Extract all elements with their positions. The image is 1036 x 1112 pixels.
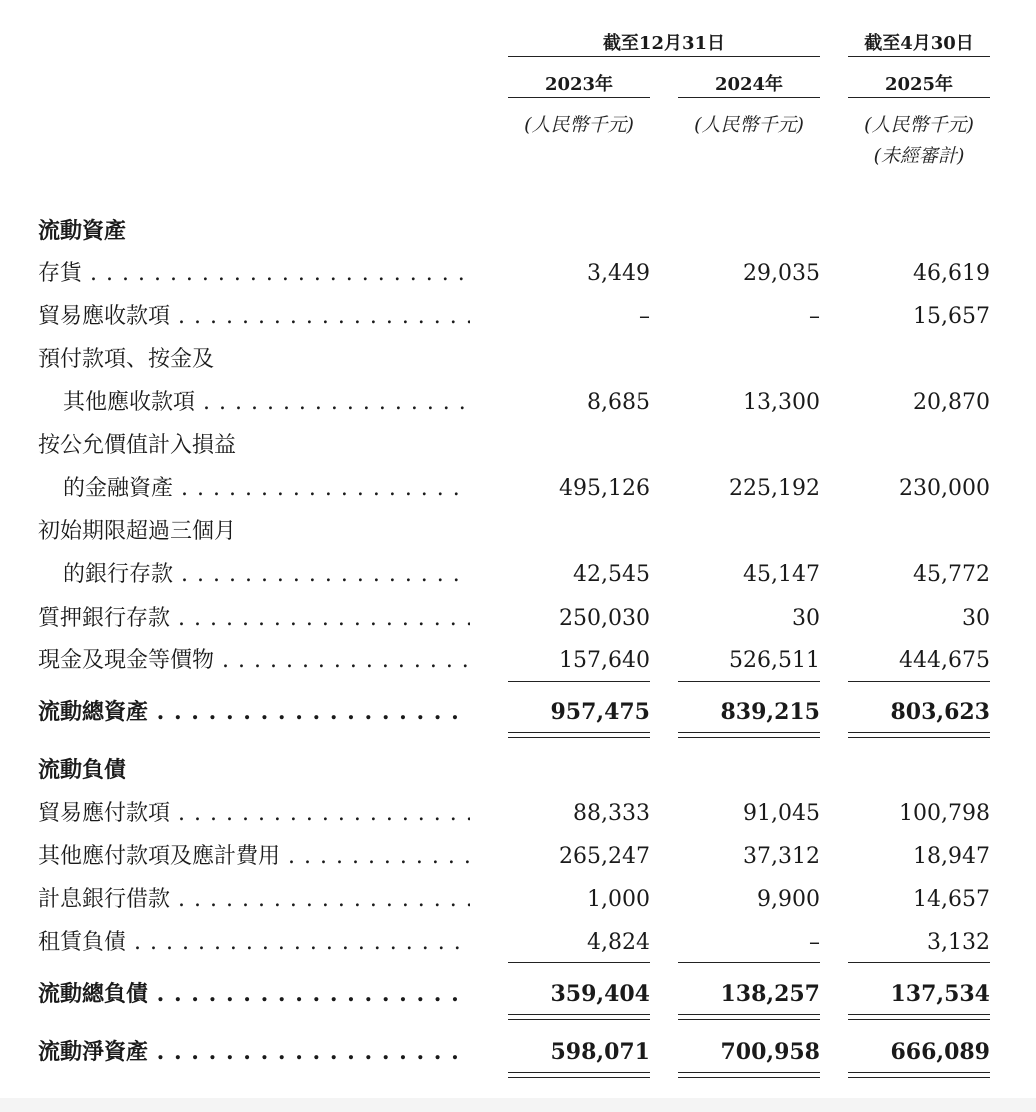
net-current-assets-row bbox=[0, 1037, 1036, 1067]
value-2025: 18,947 bbox=[913, 844, 990, 869]
value-2025: 803,623 bbox=[890, 699, 990, 725]
value-2025: 45,772 bbox=[913, 562, 990, 587]
subtotal-rule-2025 bbox=[848, 681, 990, 682]
value-2023: 598,071 bbox=[550, 1039, 650, 1065]
row-label: 貿易應收款項 . . . bbox=[38, 302, 470, 332]
page-bottom-edge bbox=[0, 1098, 1036, 1112]
value-2024: – bbox=[809, 930, 820, 955]
total-current-liabilities-row bbox=[0, 979, 1036, 1009]
header-year-2025: 2025年 bbox=[884, 74, 954, 95]
table-row bbox=[0, 604, 1036, 634]
double-rule-2023 bbox=[508, 1072, 650, 1078]
table-row bbox=[0, 560, 1036, 590]
table-row bbox=[0, 928, 1036, 958]
double-rule-2025 bbox=[848, 1014, 990, 1020]
year-rule-2025 bbox=[848, 97, 990, 98]
value-2025: 46,619 bbox=[913, 261, 990, 286]
row-label: 流動淨資產 . . . bbox=[38, 1037, 470, 1067]
row-label: 的金融資產 . . . bbox=[63, 474, 470, 504]
table-row-label-line bbox=[0, 345, 1036, 375]
section-current-liabilities bbox=[0, 755, 1036, 785]
row-label: 初始期限超過三個月 bbox=[38, 519, 237, 544]
value-2024: 91,045 bbox=[743, 801, 820, 826]
value-2023: 265,247 bbox=[559, 844, 650, 869]
row-label: 租賃負債 . . . bbox=[38, 928, 470, 958]
subtotal-rule-2023 bbox=[508, 681, 650, 682]
value-2024: 37,312 bbox=[743, 844, 820, 869]
value-2023: 250,030 bbox=[559, 606, 650, 631]
value-2024: 30 bbox=[792, 606, 820, 631]
row-label: 按公允價值計入損益 bbox=[38, 433, 237, 458]
header-rule-dec31 bbox=[508, 56, 820, 57]
double-rule-2024 bbox=[678, 732, 820, 738]
value-2024: 13,300 bbox=[743, 390, 820, 415]
header-group-apr30: 截至4月30日 bbox=[864, 33, 974, 54]
value-2024: 45,147 bbox=[743, 562, 820, 587]
row-label: 預付款項、按金及 bbox=[38, 347, 215, 372]
section-current-assets bbox=[0, 216, 1036, 246]
double-rule-2023 bbox=[508, 1014, 650, 1020]
subtotal-rule-2024 bbox=[678, 962, 820, 963]
table-row bbox=[0, 259, 1036, 289]
value-2024: 526,511 bbox=[729, 648, 820, 673]
header-year-2024: 2024年 bbox=[714, 74, 784, 95]
value-2023: 8,685 bbox=[587, 390, 650, 415]
value-2024: 29,035 bbox=[743, 261, 820, 286]
value-2025: 3,132 bbox=[927, 930, 990, 955]
unaudited-note: (未經審計) bbox=[873, 145, 965, 167]
value-2024: 138,257 bbox=[720, 981, 820, 1007]
value-2023: – bbox=[639, 304, 650, 329]
year-rule-2024 bbox=[678, 97, 820, 98]
row-label: 質押銀行存款 . . . bbox=[38, 604, 470, 634]
value-2025: 137,534 bbox=[890, 981, 990, 1007]
value-2023: 4,824 bbox=[587, 930, 650, 955]
table-row bbox=[0, 799, 1036, 829]
value-2023: 495,126 bbox=[559, 476, 650, 501]
subtotal-rule-2023 bbox=[508, 962, 650, 963]
total-current-assets-row bbox=[0, 697, 1036, 727]
unit-2023: (人民幣千元) bbox=[524, 114, 634, 136]
value-2023: 42,545 bbox=[573, 562, 650, 587]
unit-2025: (人民幣千元) bbox=[864, 114, 974, 136]
header-rule-apr30 bbox=[848, 56, 990, 57]
table-row bbox=[0, 842, 1036, 872]
table-row bbox=[0, 646, 1036, 676]
row-label: 的銀行存款 . . . bbox=[63, 560, 470, 590]
value-2025: 444,675 bbox=[899, 648, 990, 673]
value-2024: 839,215 bbox=[720, 699, 820, 725]
section-title: 流動資產 bbox=[38, 218, 127, 244]
table-row bbox=[0, 302, 1036, 332]
value-2023: 957,475 bbox=[550, 699, 650, 725]
table-row bbox=[0, 474, 1036, 504]
table-row-label-line bbox=[0, 517, 1036, 547]
row-label: 存貨 . . . bbox=[38, 259, 470, 289]
value-2024: 9,900 bbox=[757, 887, 820, 912]
row-label: 現金及現金等價物 . . . bbox=[38, 646, 470, 676]
value-2025: 30 bbox=[962, 606, 990, 631]
value-2025: 666,089 bbox=[890, 1039, 990, 1065]
value-2023: 359,404 bbox=[550, 981, 650, 1007]
value-2023: 88,333 bbox=[573, 801, 650, 826]
subtotal-rule-2025 bbox=[848, 962, 990, 963]
value-2024: – bbox=[809, 304, 820, 329]
table-row bbox=[0, 388, 1036, 418]
value-2025: 14,657 bbox=[913, 887, 990, 912]
row-label: 其他應付款項及應計費用 . . . bbox=[38, 842, 470, 872]
row-label: 流動總資產 . . . bbox=[38, 697, 470, 727]
value-2024: 225,192 bbox=[729, 476, 820, 501]
double-rule-2025 bbox=[848, 732, 990, 738]
row-label: 貿易應付款項 . . . bbox=[38, 799, 470, 829]
header-year-2023: 2023年 bbox=[544, 74, 614, 95]
subtotal-rule-2024 bbox=[678, 681, 820, 682]
row-label: 流動總負債 . . . bbox=[38, 979, 470, 1009]
double-rule-2025 bbox=[848, 1072, 990, 1078]
table-row bbox=[0, 885, 1036, 915]
value-2025: 20,870 bbox=[913, 390, 990, 415]
value-2023: 157,640 bbox=[559, 648, 650, 673]
value-2025: 100,798 bbox=[899, 801, 990, 826]
value-2024: 700,958 bbox=[720, 1039, 820, 1065]
double-rule-2023 bbox=[508, 732, 650, 738]
header-group-dec31: 截至12月31日 bbox=[602, 33, 726, 54]
double-rule-2024 bbox=[678, 1014, 820, 1020]
value-2023: 1,000 bbox=[587, 887, 650, 912]
double-rule-2024 bbox=[678, 1072, 820, 1078]
value-2025: 15,657 bbox=[913, 304, 990, 329]
row-label: 計息銀行借款 . . . bbox=[38, 885, 470, 915]
value-2025: 230,000 bbox=[899, 476, 990, 501]
section-title: 流動負債 bbox=[38, 757, 127, 783]
row-label: 其他應收款項 . . . bbox=[63, 388, 470, 418]
unit-2024: (人民幣千元) bbox=[694, 114, 804, 136]
year-rule-2023 bbox=[508, 97, 650, 98]
value-2023: 3,449 bbox=[587, 261, 650, 286]
table-row-label-line bbox=[0, 431, 1036, 461]
